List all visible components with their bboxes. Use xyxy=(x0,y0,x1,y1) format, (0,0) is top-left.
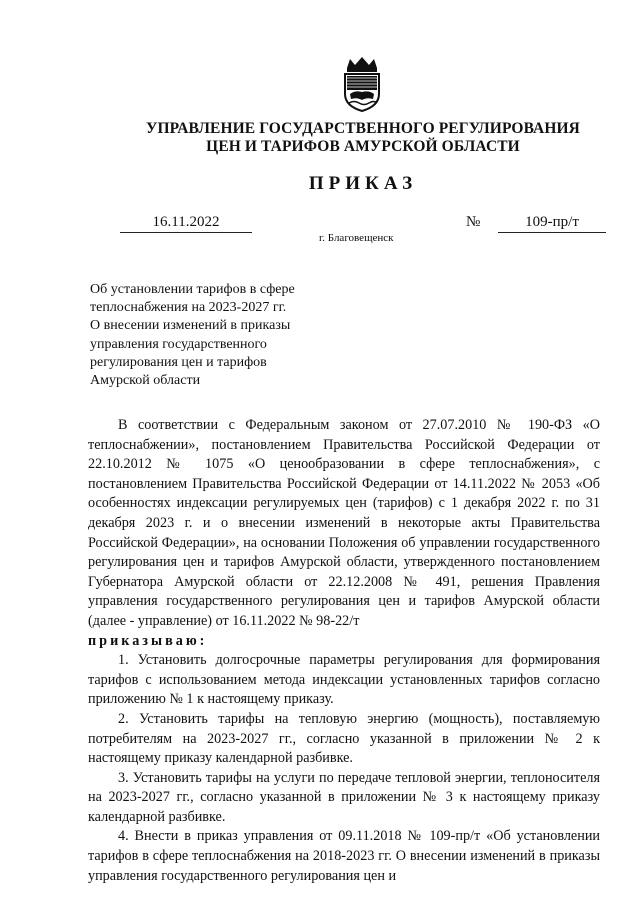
subject-line: управления государственного xyxy=(90,336,267,352)
subject-line: регулирования цен и тарифов xyxy=(90,354,267,370)
order-item: 3. Установить тарифы на услуги по передаче тепловой энергии, теплоносителя на 2023-2027 гг., согласно указанной в приложении № 3 к настоящему приказу календарной разбивке. xyxy=(88,769,600,825)
order-item: 4. Внести в приказ управления от 09.11.2018 № 109-пр/т «Об установлении тарифов в сфере теплоснабжения на 2018-2023 гг. О внесении изменений в приказы управления государственного регулирования цен и xyxy=(88,828,600,884)
order-subject xyxy=(90,281,350,390)
order-body xyxy=(88,416,600,886)
city-name: г. Благовещенск xyxy=(319,232,394,244)
authority-name-line2: ЦЕН И ТАРИФОВ АМУРСКОЙ ОБЛАСТИ xyxy=(206,138,520,155)
order-date: 16.11.2022 xyxy=(120,214,252,233)
order-item: 2. Установить тарифы на тепловую энергию (мощность), поставляемую потребителям на 2023-2027 гг., согласно указанной в приложении № 2 к настоящему приказу календарной разбивке. xyxy=(88,710,600,767)
subject-line: О внесении изменений в приказы xyxy=(90,318,291,334)
subject-line: Об установлении тарифов в сфере xyxy=(90,282,295,297)
order-word: приказываю: xyxy=(88,632,208,649)
number-sign: № xyxy=(466,214,481,230)
document-type-title: ПРИКАЗ xyxy=(308,173,418,194)
order-item: 1. Установить долгосрочные параметры регулирования для формирования тарифов с использованием метода индексации установленных тарифов согласно приложению № 1 к настоящему приказу. xyxy=(88,652,600,708)
subject-line: Амурской области xyxy=(90,373,201,389)
preamble-paragraph: В соответствии с Федеральным законом от 27.07.2010 № 190-ФЗ «О теплоснабжении», постановлением Правительства Российской Федерации от 22.10.2012 № 1075 «О ценообразовании в сфере теплоснабжения», с постановлением Правительства Российской Федерации от 14.11.2022 № 2053 «Об особенностях индексации регулируемых цен (тарифов) с 1 декабря 2022 г. по 31 декабря 2023 г. и о внесении изменений в некоторые акты Правительства Российской Федерации», на основании Положения об управлении государственного регулирования цен и тарифов Амурской области, утвержденного постановлением Губернатора Амурской области от 22.12.2008 № 491, решения Правления управления государственного регулирования цен и тарифов Амурской области (далее - управление) от 16.11.2022 № 98-22/т xyxy=(88,417,600,629)
order-number: 109-пр/т xyxy=(498,214,606,233)
subject-line: теплоснабжения на 2023-2027 гг. xyxy=(90,300,287,316)
coat-of-arms-icon xyxy=(339,56,385,112)
authority-name-line1: УПРАВЛЕНИЕ ГОСУДАРСТВЕННОГО РЕГУЛИРОВАНИЯ xyxy=(146,120,580,137)
